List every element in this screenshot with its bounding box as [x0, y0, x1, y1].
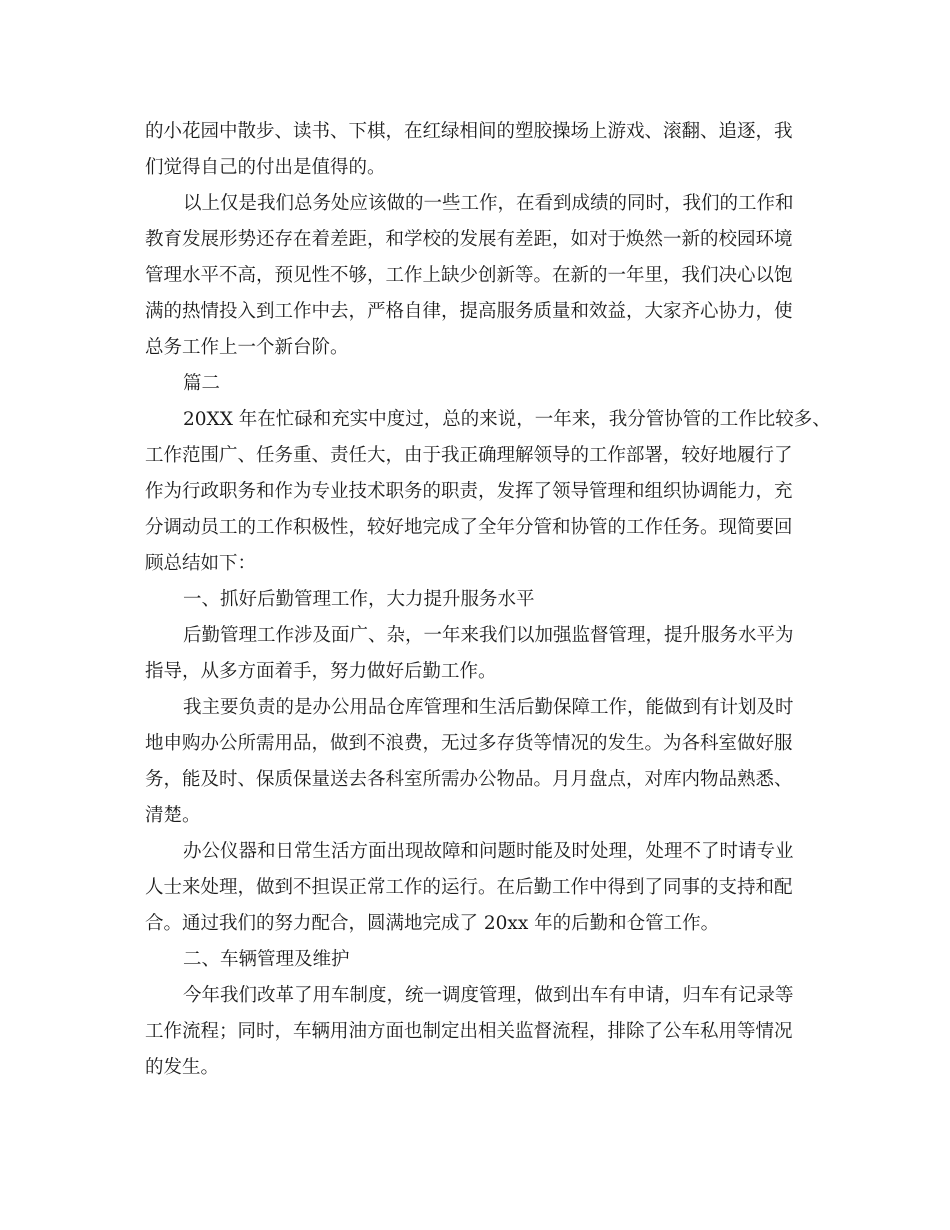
- subsection-heading: 二、车辆管理及维护: [183, 949, 350, 970]
- text-line: 地申购办公所需用品，做到不浪费，无过多存货等情况的发生。为各科室做好服: [145, 733, 793, 754]
- text-line: 工作流程；同时，车辆用油方面也制定出相关监督流程，排除了公车私用等情况: [145, 1021, 793, 1042]
- text-line: 我主要负责的是办公用品仓库管理和生活后勤保障工作，能做到有计划及时: [183, 697, 794, 718]
- text-line: 指导，从多方面着手，努力做好后勤工作。: [145, 661, 497, 682]
- text-line: 工作范围广、任务重、责任大，由于我正确理解领导的工作部署，较好地履行了: [145, 445, 793, 466]
- text-line: 教育发展形势还存在着差距，和学校的发展有差距，如对于焕然一新的校园环境: [145, 229, 793, 250]
- text-line: 管理水平不高，预见性不够，工作上缺少创新等。在新的一年里，我们决心以饱: [145, 265, 793, 286]
- text-line: 的发生。: [145, 1057, 220, 1078]
- text-line: 总务工作上一个新台阶。: [145, 337, 349, 358]
- text-line: 们觉得自己的付出是值得的。: [145, 157, 386, 178]
- text-line: 办公仪器和日常生活方面出现故障和问题时能及时处理，处理不了时请专业: [183, 841, 794, 862]
- text-line: 分调动员工的工作积极性，较好地完成了全年分管和协管的工作任务。现简要回: [145, 517, 793, 538]
- text-line: 清楚。: [145, 805, 201, 826]
- text-line: 合。通过我们的努力配合，圆满地完成了 20xx 年的后勤和仓管工作。: [145, 913, 720, 934]
- subsection-heading: 一、抓好后勤管理工作，大力提升服务水平: [183, 589, 535, 610]
- text-line: 满的热情投入到工作中去，严格自律，提高服务质量和效益，大家齐心协力，使: [145, 301, 793, 322]
- text-line: 作为行政职务和作为专业技术职务的职责，发挥了领导管理和组织协调能力，充: [145, 481, 793, 502]
- text-line: 的小花园中散步、读书、下棋，在红绿相间的塑胶操场上游戏、滚翻、追逐，我: [145, 121, 793, 142]
- text-line: 以上仅是我们总务处应该做的一些工作，在看到成绩的同时，我们的工作和: [183, 193, 794, 214]
- text-line: 后勤管理工作涉及面广、杂，一年来我们以加强监督管理，提升服务水平为: [183, 625, 794, 646]
- text-line: 今年我们改革了用车制度，统一调度管理，做到出车有申请，归车有记录等: [183, 985, 794, 1006]
- text-line: 顾总结如下：: [145, 553, 257, 574]
- text-line: 人士来处理，做到不担误正常工作的运行。在后勤工作中得到了同事的支持和配: [145, 877, 793, 898]
- section-heading: 篇二: [183, 373, 221, 394]
- text-line: 务，能及时、保质保量送去各科室所需办公物品。月月盘点，对库内物品熟悉、: [145, 769, 793, 790]
- text-line: 20XX 年在忙碌和充实中度过，总的来说，一年来，我分管协管的工作比较多、: [183, 409, 831, 430]
